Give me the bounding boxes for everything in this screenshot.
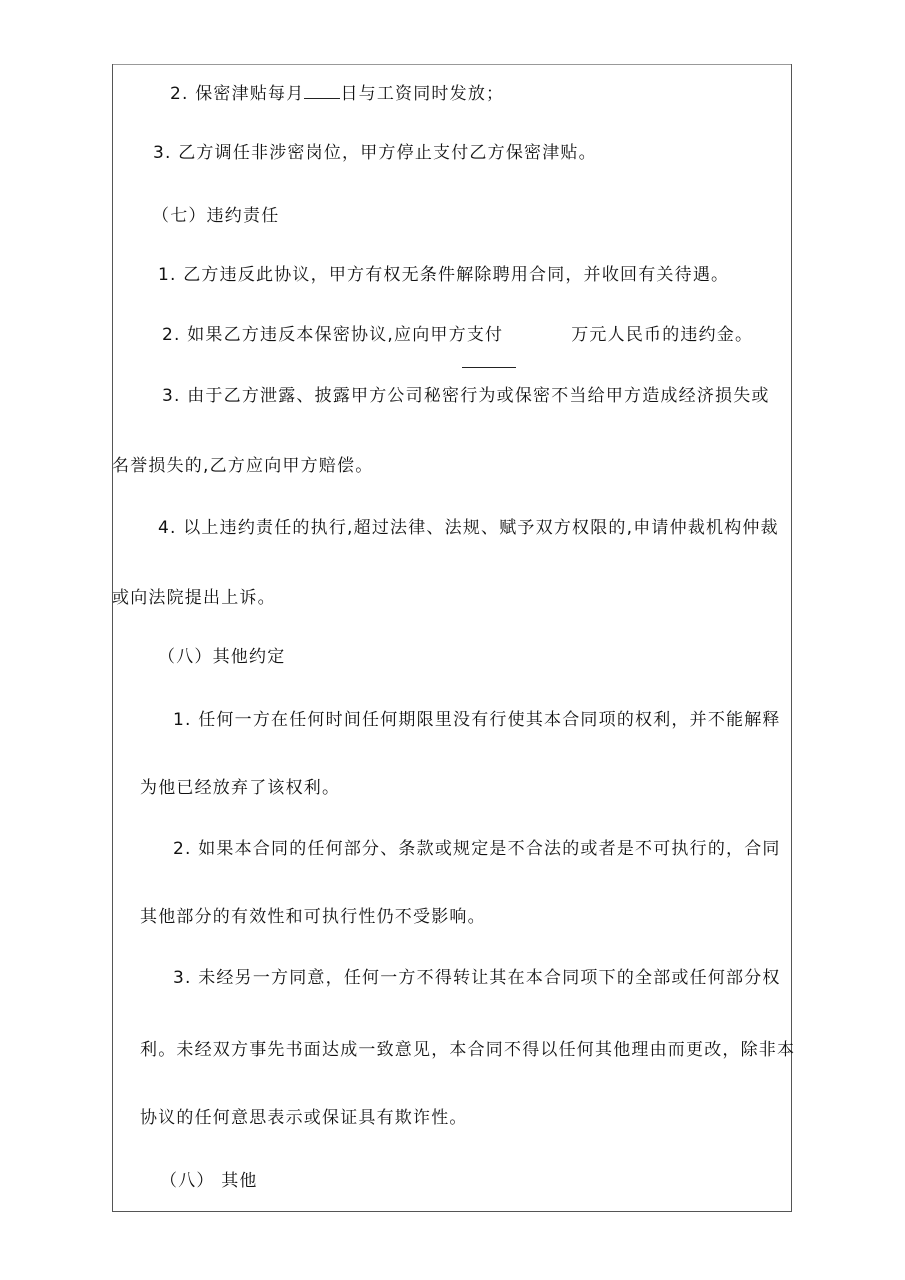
clause-text: 2. 保密津贴每月 [170,84,305,104]
section-heading: （八）其他约定 [158,647,286,667]
clause-line: 为他已经放弃了该权利。 [140,778,341,798]
clause-line: 2. 如果本合同的任何部分、条款或规定是不合法的或者是不可执行的，合同 [173,839,781,859]
clause-line: 3. 未经另一方同意，任何一方不得转让其在本合同项下的全部或任何部分权 [173,968,781,988]
clause-line: 或向法院提出上诉。 [112,588,276,608]
section-heading: （八） 其他 [160,1171,258,1191]
clause-line: 其他部分的有效性和可执行性仍不受影响。 [140,907,486,927]
clause-line [170,82,504,105]
clause-line: 利。未经双方事先书面达成一致意见，本合同不得以任何其他理由而更改，除非本 [140,1040,796,1060]
clause-line: 协议的任何意思表示或保证具有欺诈性。 [140,1108,468,1128]
clause-line: 1. 乙方违反此协议，甲方有权无条件解除聘用合同，并收回有关待遇。 [158,265,730,285]
amount-blank-line [462,367,516,368]
clause-line: 名誉损失的,乙方应向甲方赔偿。 [112,456,374,476]
clause-line: 3. 由于乙方泄露、披露甲方公司秘密行为或保密不当给甲方造成经济损失或 [162,386,770,406]
clause-line: 4. 以上违约责任的执行,超过法律、法规、赋予双方权限的,申请仲裁机构仲裁 [158,518,779,538]
clause-text: 万元人民币的违约金。 [571,325,754,345]
clause-line: 3. 乙方调任非涉密岗位，甲方停止支付乙方保密津贴。 [153,143,597,163]
clause-line: 1. 任何一方在任何时间任何期限里没有行使其本合同项的权利，并不能解释 [173,710,781,730]
section-heading: （七）违约责任 [152,206,280,226]
clause-line [162,324,753,346]
clause-text: 日与工资同时发放； [340,84,505,104]
clause-text: 2. 如果乙方违反本保密协议,应向甲方支付 [162,325,504,345]
fill-blank [304,82,340,99]
